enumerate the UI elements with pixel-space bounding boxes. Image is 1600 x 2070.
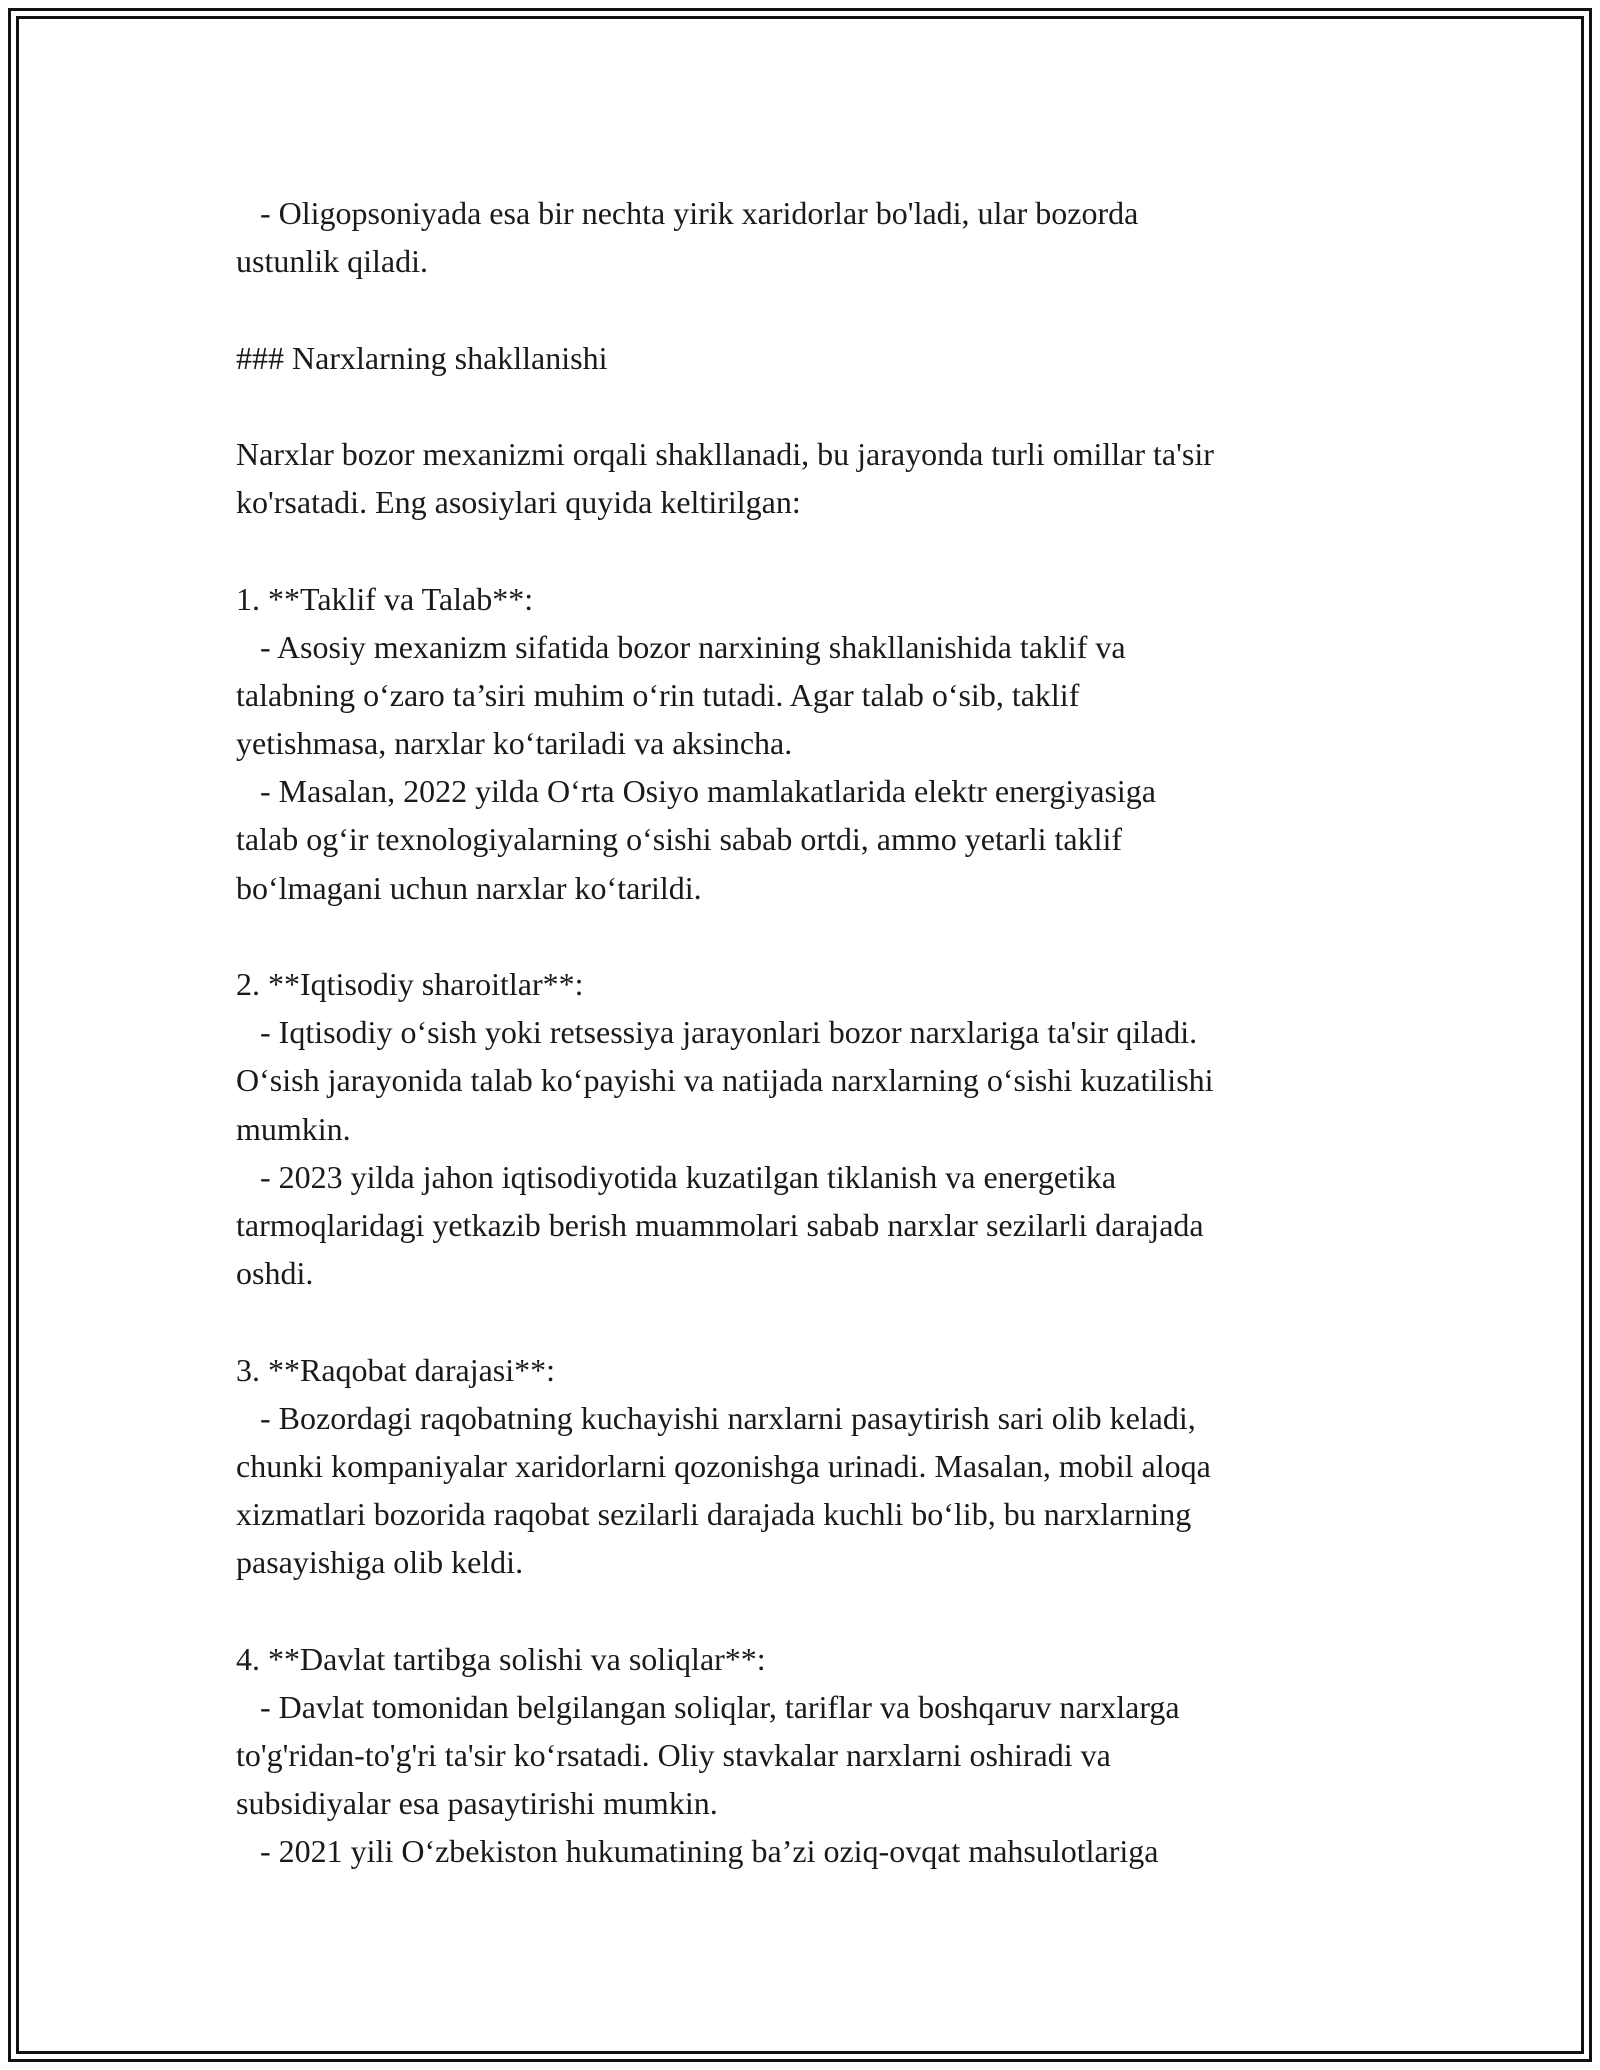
text-line: tarmoqlaridagi yetkazib berish muammolari sabab narxlar sezilarli darajada bbox=[236, 1206, 1204, 1243]
list-item-heading: 2. **Iqtisodiy sharoitlar**: bbox=[236, 966, 584, 1002]
text-line: - Asosiy mexanizm sifatida bozor narxining shakllanishida taklif va bbox=[236, 628, 1126, 665]
text-line: mumkin. bbox=[236, 1110, 351, 1147]
blank-line bbox=[236, 912, 1366, 960]
section-heading: ### Narxlarning shakllanishi bbox=[236, 339, 608, 376]
text-line: - Iqtisodiy o‘sish yoki retsessiya jarayonlari bozor narxlariga ta'sir qiladi. bbox=[236, 1014, 1198, 1051]
text-line: ko'rsatadi. Eng asosiylari quyida keltirilgan: bbox=[236, 484, 801, 521]
text-line: subsidiyalar esa pasaytirishi mumkin. bbox=[236, 1785, 718, 1822]
text-line: O‘sish jarayonida talab ko‘payishi va natijada narxlarning o‘sishi kuzatilishi bbox=[236, 1062, 1214, 1099]
text-line: ustunlik qiladi. bbox=[236, 243, 428, 280]
text-line: - Davlat tomonidan belgilangan soliqlar, tariflar va boshqaruv narxlarga bbox=[236, 1688, 1180, 1725]
blank-line bbox=[236, 382, 1366, 430]
text-line: xizmatlari bozorida raqobat sezilarli darajada kuchli bo‘lib, bu narxlarning bbox=[236, 1496, 1192, 1533]
list-item-heading: 1. **Taklif va Talab**: bbox=[236, 580, 534, 617]
text-line: - 2023 yilda jahon iqtisodiyotida kuzatilgan tiklanish va energetika bbox=[236, 1158, 1117, 1195]
text-line: talabning o‘zaro ta’siri muhim o‘rin tutadi. Agar talab o‘sib, taklif bbox=[236, 676, 1080, 713]
blank-line bbox=[236, 1586, 1366, 1634]
text-line: oshdi. bbox=[236, 1255, 314, 1292]
text-line: pasayishiga olib keldi. bbox=[236, 1544, 524, 1581]
text-line: bo‘lmagani uchun narxlar ko‘tarildi. bbox=[236, 869, 702, 906]
blank-line bbox=[236, 526, 1366, 574]
text-line: chunki kompaniyalar xaridorlarni qozonishga urinadi. Masalan, mobil aloqa bbox=[236, 1447, 1211, 1484]
text-line: Narxlar bozor mexanizmi orqali shakllanadi, bu jarayonda turli omillar ta'sir bbox=[236, 435, 1214, 472]
list-item-heading: 3. **Raqobat darajasi**: bbox=[236, 1351, 556, 1388]
blank-line bbox=[236, 1297, 1366, 1345]
text-line: - 2021 yili O‘zbekiston hukumatining ba’zi oziq-ovqat mahsulotlariga bbox=[236, 1833, 1159, 1870]
document-body bbox=[236, 189, 1366, 1876]
list-item-heading: 4. **Davlat tartibga solishi va soliqlar**: bbox=[236, 1640, 766, 1677]
text-line: - Bozordagi raqobatning kuchayishi narxlarni pasaytirish sari olib keladi, bbox=[236, 1399, 1196, 1436]
text-line: - Oligopsoniyada esa bir nechta yirik xaridorlar bo'ladi, ular bozorda bbox=[236, 195, 1139, 231]
text-line: talab og‘ir texnologiyalarning o‘sishi sabab ortdi, ammo yetarli taklif bbox=[236, 821, 1122, 858]
text-line: - Masalan, 2022 yilda O‘rta Osiyo mamlakatlarida elektr energiyasiga bbox=[236, 773, 1156, 810]
blank-line bbox=[236, 285, 1366, 333]
text-line: yetishmasa, narxlar ko‘tariladi va aksincha. bbox=[236, 725, 793, 762]
text-line: to'g'ridan-to'g'ri ta'sir ko‘rsatadi. Oliy stavkalar narxlarni oshiradi va bbox=[236, 1737, 1111, 1773]
